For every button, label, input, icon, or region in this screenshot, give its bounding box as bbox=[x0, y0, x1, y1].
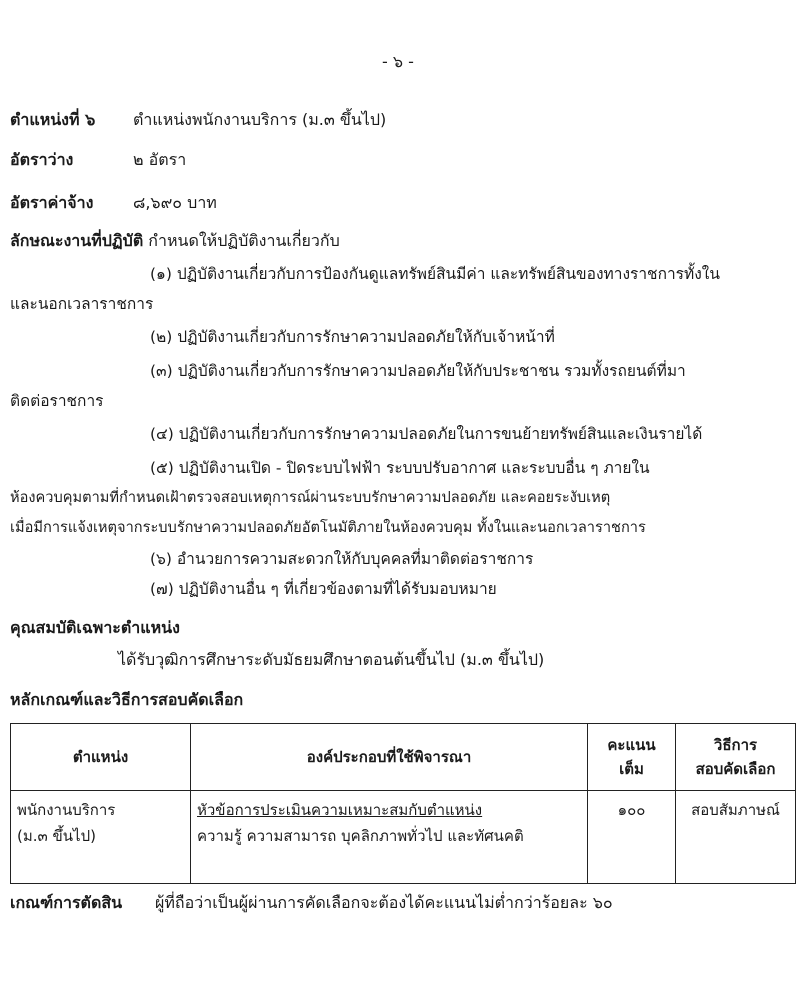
wage-value: ๘,๖๙๐ บาท bbox=[133, 193, 217, 212]
duty-line: (๑) ปฏิบัติงานเกี่ยวกับการป้องกันดูแลทรัพย์สินมีค่า และทรัพย์สินของทางราชการทั้งใน bbox=[150, 265, 720, 283]
col-header-method: วิธีการ สอบคัดเลือก bbox=[676, 724, 796, 791]
cell-method: สอบสัมภาษณ์ bbox=[676, 791, 796, 884]
position-value: ตำแหน่งพนักงานบริการ (ม.๓ ขึ้นไป) bbox=[133, 110, 387, 129]
vacancy-value: ๒ อัตรา bbox=[133, 150, 187, 169]
duties-heading-row bbox=[10, 231, 340, 251]
cell-position: พนักงานบริการ (ม.๓ ขึ้นไป) bbox=[11, 791, 191, 884]
duty-line: (๗) ปฏิบัติงานอื่น ๆ ที่เกี่ยวข้องตามที่ได้รับมอบหมาย bbox=[150, 580, 497, 598]
duties-heading: ลักษณะงานที่ปฏิบัติ bbox=[10, 231, 144, 250]
pass-criteria-text: ผู้ที่ถือว่าเป็นผู้ผ่านการคัดเลือกจะต้องได้คะแนนไม่ต่ำกว่าร้อยละ ๖๐ bbox=[155, 893, 613, 912]
wage-label: อัตราค่าจ้าง bbox=[10, 193, 94, 212]
col-header-score: คะแนน เต็ม bbox=[588, 724, 676, 791]
page-number: - ๖ - bbox=[382, 52, 414, 71]
position-label: ตำแหน่งที่ ๖ bbox=[10, 110, 96, 129]
duty-line: (๕) ปฏิบัติงานเปิด - ปิดระบบไฟฟ้า ระบบปรับอากาศ และระบบอื่น ๆ ภายใน bbox=[150, 459, 650, 477]
wage-row bbox=[10, 193, 217, 213]
qualifications-text: ได้รับวุฒิการศึกษาระดับมัธยมศึกษาตอนต้นขึ้นไป (ม.๓ ขึ้นไป) bbox=[118, 650, 545, 669]
cell-component bbox=[191, 791, 588, 884]
col-header-position: ตำแหน่ง bbox=[11, 724, 191, 791]
duty-line: และนอกเวลาราชการ bbox=[10, 295, 154, 313]
col-header-component: องค์ประกอบที่ใช้พิจารณา bbox=[191, 724, 588, 791]
duty-line: เมื่อมีการแจ้งเหตุจากระบบรักษาความปลอดภัยอัตโนมัติภายในห้องควบคุม ทั้งในและนอกเวลาราชการ bbox=[10, 519, 646, 536]
vacancy-label: อัตราว่าง bbox=[10, 150, 74, 169]
duty-line: (๓) ปฏิบัติงานเกี่ยวกับการรักษาความปลอดภัยให้กับประชาชน รวมทั้งรถยนต์ที่มา bbox=[150, 362, 686, 380]
duty-line: ห้องควบคุมตามที่กำหนดเฝ้าตรวจสอบเหตุการณ์ผ่านระบบรักษาความปลอดภัย และคอยระงับเหตุ bbox=[10, 489, 611, 506]
table-row bbox=[11, 791, 796, 884]
pass-criteria-label: เกณฑ์การตัดสิน bbox=[10, 893, 123, 912]
component-detail: ความรู้ ความสามารถ บุคลิกภาพทั่วไป และทัศนคติ bbox=[197, 827, 524, 845]
criteria-header-row bbox=[11, 724, 796, 791]
duty-line: ติดต่อราชการ bbox=[10, 392, 104, 410]
criteria-heading: หลักเกณฑ์และวิธีการสอบคัดเลือก bbox=[10, 690, 244, 709]
duty-line: (๖) อำนวยการความสะดวกให้กับบุคคลที่มาติดต่อราชการ bbox=[150, 550, 534, 568]
pass-criteria-row bbox=[10, 893, 613, 913]
position-row bbox=[10, 110, 387, 130]
component-title: หัวข้อการประเมินความเหมาะสมกับตำแหน่ง bbox=[197, 801, 483, 819]
duty-line: (๔) ปฏิบัติงานเกี่ยวกับการรักษาความปลอดภัยในการขนย้ายทรัพย์สินและเงินรายได้ bbox=[150, 425, 703, 443]
cell-score: ๑๐๐ bbox=[588, 791, 676, 884]
duties-intro: กำหนดให้ปฏิบัติงานเกี่ยวกับ bbox=[148, 231, 340, 250]
criteria-table bbox=[10, 723, 796, 884]
duty-line: (๒) ปฏิบัติงานเกี่ยวกับการรักษาความปลอดภัยให้กับเจ้าหน้าที่ bbox=[150, 328, 555, 346]
vacancy-row bbox=[10, 150, 187, 170]
qualifications-heading: คุณสมบัติเฉพาะตำแหน่ง bbox=[10, 618, 180, 637]
